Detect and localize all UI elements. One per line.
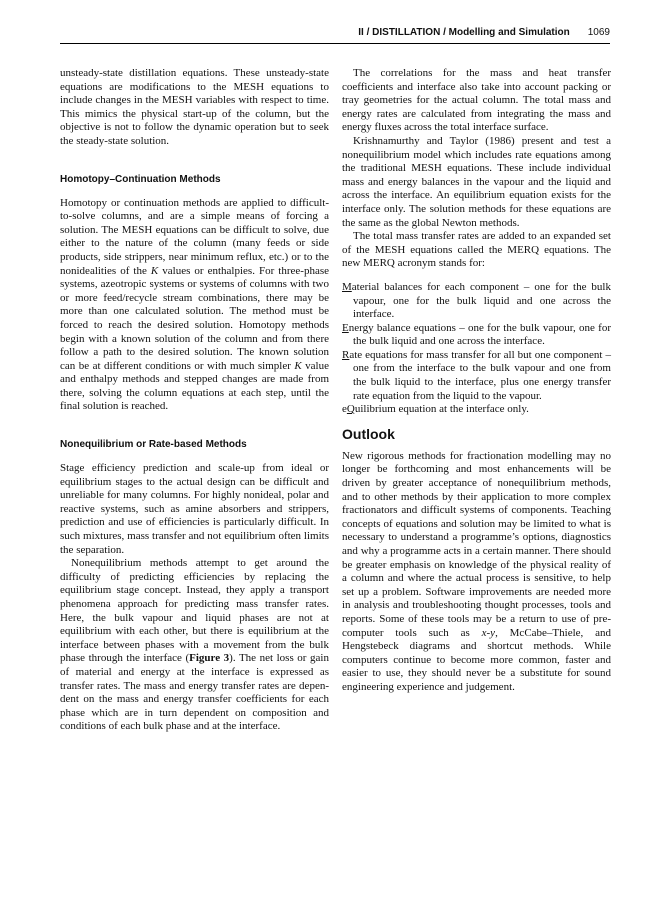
outlook-section-heading: Outlook [342,425,395,442]
figure-3-reference[interactable]: Figure 3 [189,652,230,665]
homotopy-section-heading: Homotopy–Continuation Methods [60,173,221,185]
running-head-title: II / DISTILLATION / Modelling and Simulation [358,27,570,38]
right-column [342,67,611,695]
k-variable: K [150,264,159,277]
nonequilibrium-section-heading: Nonequilibrium or Rate-based Methods [60,439,247,451]
merq-item-equilibrium: eQuilibrium equation at the interface only. [342,403,529,416]
merq-item-energy: Energy balance equations – one for the bulk vapour, one for the bulk liquid and one across the interface. [342,321,611,348]
left-column [60,67,329,734]
outlook-paragraph: New rigorous methods for fractionation modelling may no longer be forthcoming and most enhancements will be driven by greater acceptance of nonequilibrium methods, and to other methods by their application to more complex fractionators and difficult systems of components. Teaching concepts of equations and solution may be limited to what is necessary to understand a programme’s options, diagnostics and why a programme acts in a certain manner. There should be greater emphasis on knowledge of the physical reality of a column and where the actual process is sensitive, to help set up a problem. Software improvements are needed more in analysis and troubleshooting thought processes, tools and reports. Some of these tools may be a return to use of pre-computer tools such as x-y, McCabe–Thiele, and Hengstebeck diagrams and shortcut methods. While computers continue to become more common, faster and easier to use, they should never be a substitute for sound engineering experience and judgement. [342,449,611,693]
k-variable: K [294,359,302,372]
merq-item-rate: Rate equations for mass transfer for all but one component – one from the interface to the bulk vapour and one from the bulk liquid to the interface, plus one energy transfer rate equation from the liquid to the vapour. [342,348,611,402]
nonequilibrium-paragraph-2: Nonequilibrium methods attempt to get around the difficulty of predicting efficiencies by replacing the equilibrium stage concept. Instead, they apply a transport phenomena approach for predicting mass transfer rates. Here, the bulk vapour and liquid phases are not at equilibrium with each other, but there is equilibrium at the interface between phases with a movement from the bulk phase through the interface (Figure 3). The net loss or gain of material and energy at the interface is expressed as transfer rates. The mass and energy transfer rates are dependent on the mass and energy transfer coefficients for each phase which are in turn dependent on composition and conditions of each bulk phase and at the interface. [60,557,329,733]
merq-intro-paragraph: The total mass transfer rates are added to an expanded set of the MESH equations called the MERQ equations. The new MERQ acronym stands for: [342,230,611,270]
correlations-paragraph: The correlations for the mass and heat transfer coefficients and interface also take into account packing or tray geometries for the actual column. The total mass and energy rates are calculated from integrating the mass and energy fluxes across the total interface surface. [342,67,611,134]
merq-list [342,281,611,417]
homotopy-paragraph: Homotopy or continuation methods are applied to difficult-to-solve columns, and are a simple means of forcing a solution. The MESH equations can be difficult to solve, due either to the nature of the column (many feeds or side products, side strippers, near minimum reflux, etc.) or to the nonidealities of the K values or enthalpies. For three-phase systems, azeotropic systems or systems of columns with two or more feed/recycle stream combinations, there may be more than one calculated solution. The method must be forced to reach the desired solution. Homotopy methods begin with a known solution of the column and from there follow a path to the desired solution. The known solution can be at different conditions or with much simpler K value and enthalpy methods and stepped changes are made from there, solving the column equations at each step, until the final solution is reached. [60,196,329,413]
page-number: 1069 [587,27,610,38]
running-header [60,27,610,44]
merq-item-material: Material balances for each component – one for the bulk vapour, one for the bulk liquid and one across the interface. [342,280,611,321]
nonequilibrium-paragraph-1: Stage efficiency prediction and scale-up from ideal or equilibrium stages to the actual design can be difficult and unreliable for many columns. For highly nonideal, polar and reactive systems, such as amine absorbers and strippers, prediction and use of efficiencies is particularly difficult. In such mixtures, mass transfer and not equilibrium often limits the separation. [60,462,329,556]
intro-paragraph: unsteady-state distillation equations. These unsteady-state equations are modifications to the MESH equations to include changes in the MESH variables with respect to time. This mimics the physical start-up of the column, but the objective is not to follow the dynamic operation but to seek the steady-state solution. [60,67,329,147]
xy-variable: x-y [481,626,496,639]
krishnamurthy-taylor-paragraph: Krishnamurthy and Taylor (1986) present and test a nonequilibrium model which includes rate equations among the traditional MESH equations. These include individual mass and energy balances in the vapour and the liquid and across the interface. An equilibrium equation exists for the interface only. The solution methods for these equations are the same as the global Newton methods. [342,134,611,229]
